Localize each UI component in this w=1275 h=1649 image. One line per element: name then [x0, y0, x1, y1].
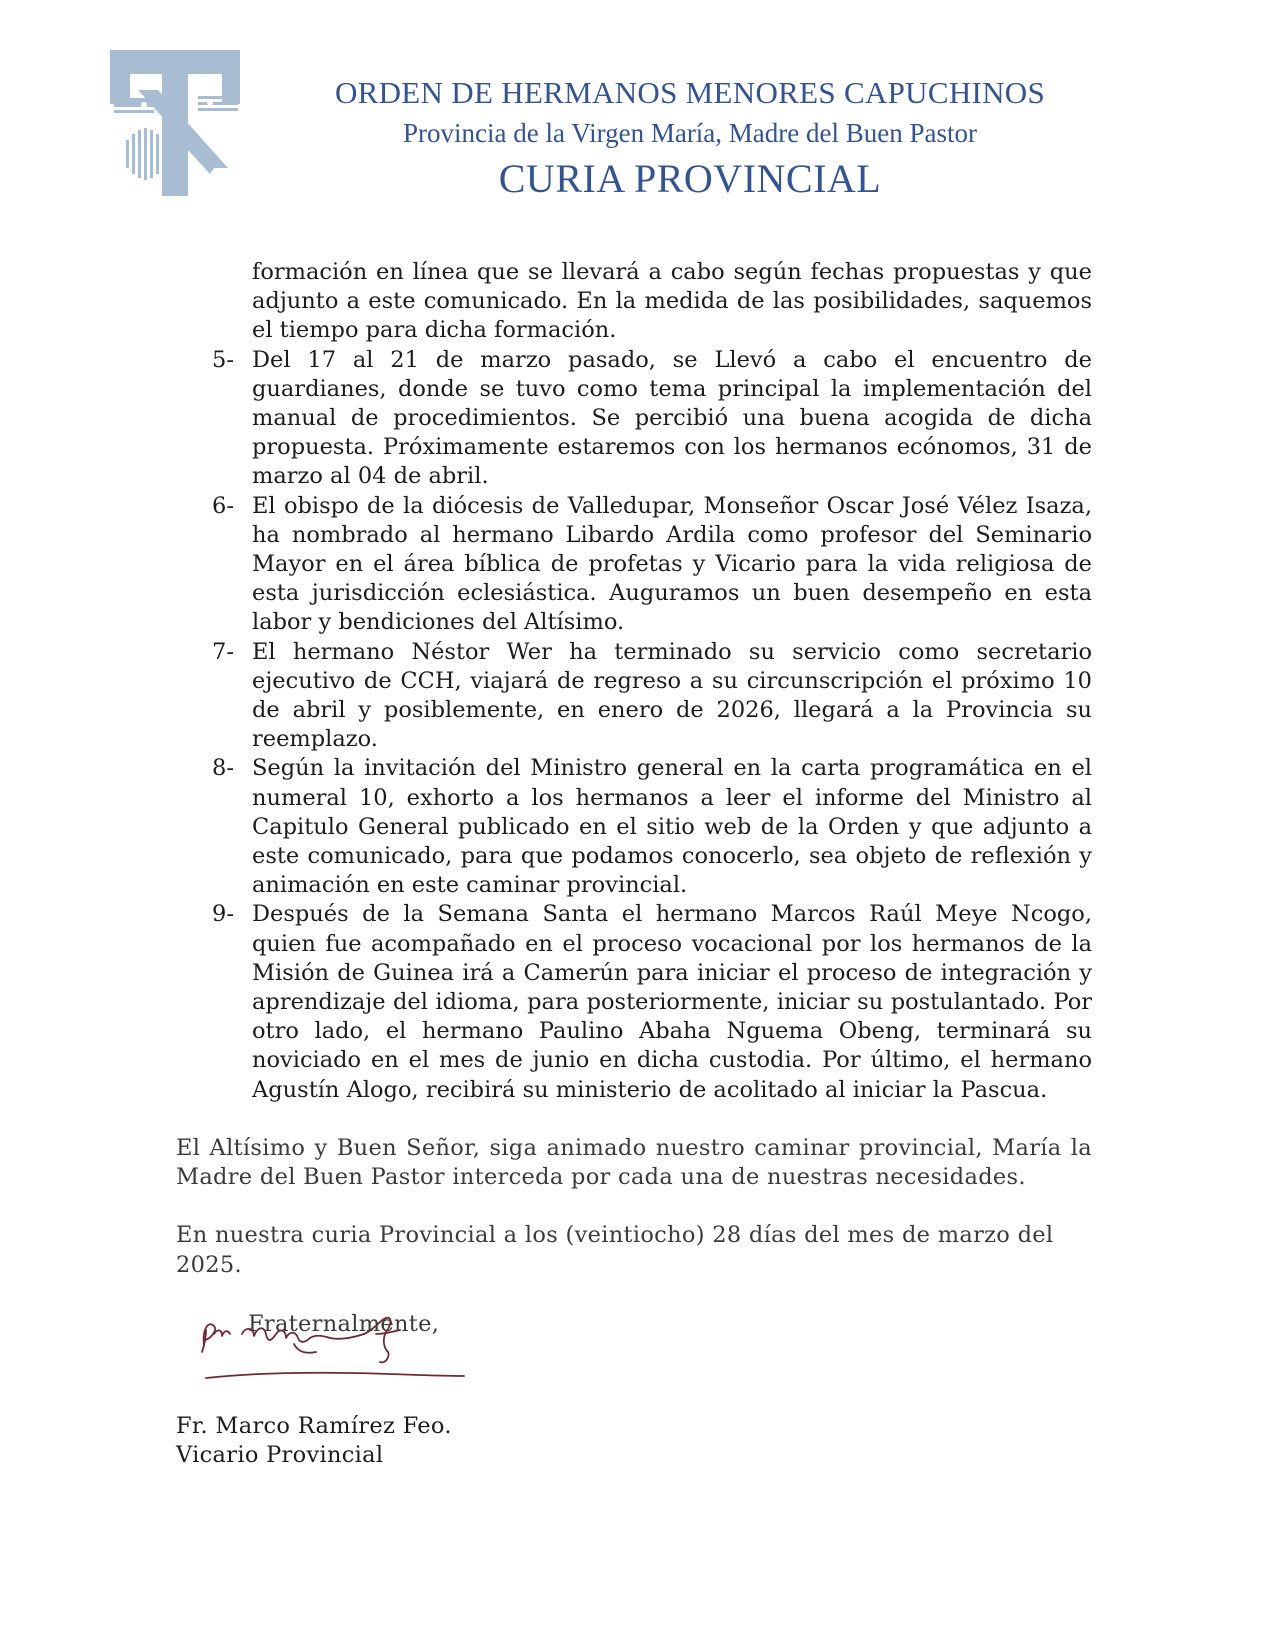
item-text: Después de la Semana Santa el hermano Marcos Raúl Meye Ncogo, quien fue acompañado en el proceso vocacional por los hermanos de la Misión de Guinea irá a Camerún para iniciar el proceso de integración y aprendizaje del idioma, para posteriormente, iniciar su postulantado. Por otro lado, el hermano Paulino Abaha Nguema Obeng, terminará su noviciado en el mes de junio en dicha custodia. Por último, el hermano Agustín Alogo, recibirá su ministerio de acolitado al iniciar la Pascua. — [252, 901, 1092, 1103]
item-number: 6- — [212, 492, 234, 519]
letterhead — [260, 72, 1120, 206]
order-name: ORDEN DE HERMANOS MENORES CAPUCHINOS — [334, 75, 1046, 110]
list-item — [176, 900, 1092, 1104]
item-text: Del 17 al 21 de marzo pasado, se Llevó a cabo el encuentro de guardianes, donde se tuvo como tema principal la implementación del manual de procedimientos. Se percibió una buena acogida de dicha propuesta. Próximamente estaremos con los hermanos ecónomos, 31 de marzo al 04 de abril. — [252, 346, 1092, 490]
letter-body — [176, 258, 1092, 1339]
item-number: 7- — [212, 638, 234, 665]
item-text: El obispo de la diócesis de Valledupar, Monseñor Oscar José Vélez Isaza, ha nombrado al hermano Libardo Ardila como profesor del Seminario Mayor en el área bíblica de profetas y Vicario para la vida religiosa de esta jurisdicción eclesiástica. Auguramos un buen desempeño en esta labor y bendiciones del Altísimo. — [252, 492, 1092, 636]
signer-name: Fr. Marco Ramírez Feo. — [176, 1413, 452, 1439]
list-item — [176, 638, 1092, 755]
curia-title: CURIA PROVINCIAL — [498, 156, 882, 201]
handwritten-signature-icon — [180, 1300, 490, 1390]
item-number: 8- — [212, 755, 234, 782]
list-item — [176, 754, 1092, 900]
item-text: El hermano Néstor Wer ha terminado su servicio como secretario ejecutivo de CCH, viajará de regreso a su circunscripción el próximo 10 de abril y posiblemente, en enero de 2026, llegará a la Provincia su reemplazo. — [252, 638, 1092, 753]
closing-paragraph: El Altísimo y Buen Señor, siga animado nuestro caminar provincial, María la Madre del Buen Pastor interceda por cada una de nuestras necesidades. — [176, 1134, 1092, 1191]
continuation-paragraph: formación en línea que se llevará a cabo según fechas propuestas y que adjunto a este comunicado. En la medida de las posibilidades, saquemos el tiempo para dicha formación. — [252, 259, 1092, 344]
list-item — [176, 346, 1092, 492]
item-text: Según la invitación del Ministro general en la carta programática en el numeral 10, exhorto a los hermanos a leer el informe del Ministro al Capitulo General publicado en el sitio web de la Orden y que adjunto a este comunicado, para que podamos conocerlo, sea objeto de reflexión y animación en este caminar provincial. — [252, 755, 1092, 899]
list-item — [176, 492, 1092, 638]
franciscan-tau-cross-icon — [110, 50, 250, 210]
farewell: Fraternalmente, — [248, 1310, 440, 1337]
item-number: 5- — [212, 346, 234, 373]
item-number: 9- — [212, 901, 234, 928]
signer-role: Vicario Provincial — [176, 1442, 384, 1468]
province-name: Provincia de la Virgen María, Madre del Buen Pastor — [403, 118, 977, 148]
signer-block — [176, 1412, 452, 1470]
date-line: En nuestra curia Provincial a los (veintiocho) 28 días del mes de marzo del 2025. — [176, 1222, 1054, 1278]
